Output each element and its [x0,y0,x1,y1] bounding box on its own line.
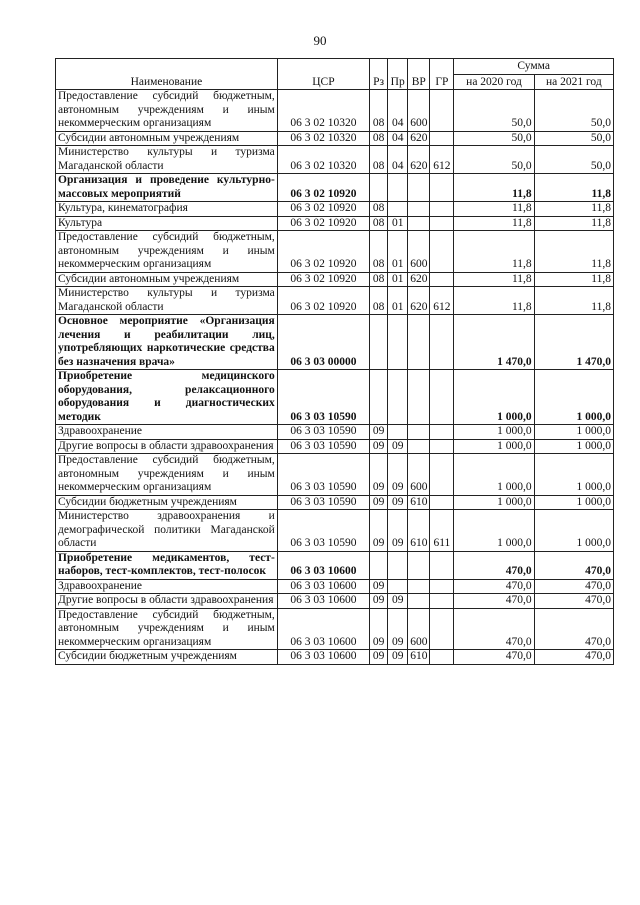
table-row [56,510,614,552]
row-vr [408,370,430,425]
row-vr: 600 [408,454,430,496]
row-csr: 06 3 02 10920 [277,174,369,202]
row-name: Основное мероприятие «Организация лечения и реабилитации лиц, употребляющих наркотические средства без назначения врача» [56,315,278,370]
row-pr [388,579,408,594]
row-name: Здравоохранение [56,579,278,594]
row-amount-2020: 1 470,0 [454,315,534,370]
row-amount-2021: 470,0 [534,650,613,665]
row-vr [408,202,430,217]
row-vr: 620 [408,287,430,315]
table-row [56,231,614,273]
row-vr: 620 [408,131,430,146]
row-name: Организация и проведение культурно-массовых мероприятий [56,174,278,202]
row-rz: 08 [370,131,388,146]
row-pr [388,551,408,579]
row-gr [430,231,454,273]
row-gr [430,131,454,146]
row-csr: 06 3 03 10590 [277,425,369,440]
table-row [56,287,614,315]
row-pr [388,202,408,217]
row-vr [408,579,430,594]
table-row [56,594,614,609]
row-csr: 06 3 02 10320 [277,90,369,132]
row-name: Приобретение медикаментов, тест-наборов, тест-комплектов, тест-полосок [56,551,278,579]
row-pr: 09 [388,650,408,665]
row-amount-2021: 470,0 [534,551,613,579]
row-vr: 620 [408,272,430,287]
row-gr: 611 [430,510,454,552]
table-row [56,454,614,496]
row-pr [388,425,408,440]
row-amount-2020: 50,0 [454,131,534,146]
row-csr: 06 3 03 10590 [277,510,369,552]
table-row [56,495,614,510]
row-csr: 06 3 03 10600 [277,594,369,609]
row-amount-2020: 11,8 [454,216,534,231]
row-amount-2020: 11,8 [454,287,534,315]
row-csr: 06 3 03 10600 [277,579,369,594]
row-gr [430,90,454,132]
row-amount-2021: 1 000,0 [534,510,613,552]
row-rz [370,551,388,579]
row-name: Другие вопросы в области здравоохранения [56,594,278,609]
row-vr: 610 [408,650,430,665]
header-vr: ВР [408,59,430,90]
row-amount-2021: 50,0 [534,90,613,132]
row-vr: 600 [408,231,430,273]
row-name: Здравоохранение [56,425,278,440]
table-row [56,216,614,231]
row-pr: 04 [388,146,408,174]
row-amount-2020: 1 000,0 [454,370,534,425]
row-amount-2021: 1 000,0 [534,370,613,425]
row-gr [430,594,454,609]
row-rz: 09 [370,495,388,510]
row-gr [430,202,454,217]
row-amount-2020: 1 000,0 [454,495,534,510]
row-pr: 09 [388,439,408,454]
row-vr [408,551,430,579]
row-amount-2020: 1 000,0 [454,439,534,454]
row-name: Субсидии бюджетным учреждениям [56,650,278,665]
row-pr: 01 [388,272,408,287]
row-name: Предоставление субсидий бюджетным, автономным учреждениям и иным некоммерческим организациям [56,231,278,273]
row-amount-2020: 1 000,0 [454,454,534,496]
row-gr [430,551,454,579]
row-gr [430,439,454,454]
row-vr: 600 [408,608,430,650]
row-amount-2020: 11,8 [454,174,534,202]
row-rz [370,370,388,425]
row-gr [430,174,454,202]
page-number: 90 [313,33,327,48]
table-row [56,370,614,425]
row-csr: 06 3 03 10600 [277,608,369,650]
row-gr [430,650,454,665]
row-rz: 09 [370,439,388,454]
row-pr [388,315,408,370]
row-pr [388,370,408,425]
table-row [56,131,614,146]
row-amount-2020: 470,0 [454,650,534,665]
row-csr: 06 3 02 10920 [277,272,369,287]
table-row [56,202,614,217]
header-rz: Рз [370,59,388,90]
row-name: Предоставление субсидий бюджетным, автономным учреждениям и иным некоммерческим организациям [56,90,278,132]
header-csr: ЦСР [277,59,369,90]
row-rz: 09 [370,510,388,552]
row-amount-2021: 470,0 [534,608,613,650]
row-pr: 04 [388,131,408,146]
row-rz: 09 [370,425,388,440]
row-amount-2020: 470,0 [454,551,534,579]
row-name: Министерство здравоохранения и демографической политики Магаданской области [56,510,278,552]
row-pr: 09 [388,510,408,552]
row-amount-2021: 1 470,0 [534,315,613,370]
row-rz: 09 [370,650,388,665]
row-csr: 06 3 02 10920 [277,216,369,231]
row-amount-2021: 470,0 [534,579,613,594]
row-csr: 06 3 02 10320 [277,131,369,146]
header-row-1 [56,59,614,75]
row-rz: 09 [370,594,388,609]
row-csr: 06 3 02 10920 [277,231,369,273]
row-csr: 06 3 03 10600 [277,650,369,665]
row-rz: 08 [370,90,388,132]
row-gr [430,216,454,231]
table-row [56,425,614,440]
row-pr: 09 [388,608,408,650]
row-name: Министерство культуры и туризма Магаданской области [56,287,278,315]
row-amount-2020: 1 000,0 [454,510,534,552]
row-name: Приобретение медицинского оборудования, релаксационного оборудования и диагностических методик [56,370,278,425]
row-amount-2021: 11,8 [534,174,613,202]
row-amount-2020: 50,0 [454,90,534,132]
row-rz [370,174,388,202]
row-gr [430,495,454,510]
row-gr: 612 [430,146,454,174]
row-pr: 09 [388,594,408,609]
table-row [56,579,614,594]
row-rz [370,315,388,370]
row-csr: 06 3 02 10920 [277,287,369,315]
row-amount-2020: 11,8 [454,231,534,273]
table-row [56,551,614,579]
table-row [56,315,614,370]
row-name: Субсидии автономным учреждениям [56,272,278,287]
row-rz: 08 [370,146,388,174]
row-rz: 08 [370,287,388,315]
row-amount-2021: 470,0 [534,594,613,609]
row-name: Министерство культуры и туризма Магаданской области [56,146,278,174]
row-vr [408,174,430,202]
row-amount-2021: 11,8 [534,231,613,273]
row-amount-2021: 1 000,0 [534,425,613,440]
row-amount-2021: 50,0 [534,131,613,146]
row-name: Предоставление субсидий бюджетным, автономным учреждениям и иным некоммерческим организациям [56,608,278,650]
row-gr [430,454,454,496]
row-name: Культура [56,216,278,231]
row-amount-2021: 1 000,0 [534,439,613,454]
row-amount-2021: 11,8 [534,202,613,217]
row-pr: 01 [388,216,408,231]
row-amount-2020: 470,0 [454,579,534,594]
row-name: Культура, кинематография [56,202,278,217]
row-gr [430,608,454,650]
row-rz: 09 [370,454,388,496]
row-gr [430,579,454,594]
row-csr: 06 3 03 00000 [277,315,369,370]
header-pr: Пр [388,59,408,90]
row-name: Субсидии автономным учреждениям [56,131,278,146]
row-rz: 08 [370,216,388,231]
row-csr: 06 3 03 10590 [277,454,369,496]
row-csr: 06 3 03 10590 [277,439,369,454]
row-pr: 01 [388,287,408,315]
row-pr [388,174,408,202]
row-vr [408,439,430,454]
row-rz: 09 [370,608,388,650]
table-row [56,272,614,287]
header-year-2020: на 2020 год [454,74,534,90]
row-name: Другие вопросы в области здравоохранения [56,439,278,454]
row-pr: 04 [388,90,408,132]
row-name: Субсидии бюджетным учреждениям [56,495,278,510]
table-body [56,90,614,665]
row-csr: 06 3 02 10920 [277,202,369,217]
budget-table [55,58,614,665]
row-name: Предоставление субсидий бюджетным, автономным учреждениям и иным некоммерческим организациям [56,454,278,496]
table-row [56,650,614,665]
row-amount-2021: 11,8 [534,272,613,287]
row-gr [430,425,454,440]
row-amount-2021: 1 000,0 [534,495,613,510]
row-vr [408,425,430,440]
row-rz: 08 [370,272,388,287]
row-amount-2021: 11,8 [534,287,613,315]
row-vr: 600 [408,90,430,132]
row-pr: 01 [388,231,408,273]
row-amount-2021: 50,0 [534,146,613,174]
row-gr [430,370,454,425]
row-gr [430,272,454,287]
row-vr: 610 [408,495,430,510]
row-csr: 06 3 03 10600 [277,551,369,579]
row-amount-2020: 50,0 [454,146,534,174]
row-amount-2021: 11,8 [534,216,613,231]
row-amount-2020: 1 000,0 [454,425,534,440]
row-csr: 06 3 02 10320 [277,146,369,174]
row-rz: 09 [370,579,388,594]
row-vr: 610 [408,510,430,552]
header-gr: ГР [430,59,454,90]
row-amount-2020: 470,0 [454,594,534,609]
table-row [56,439,614,454]
row-amount-2020: 11,8 [454,202,534,217]
row-vr [408,216,430,231]
header-sum: Сумма [454,59,614,75]
table-row [56,90,614,132]
row-rz: 08 [370,231,388,273]
row-pr: 09 [388,454,408,496]
table-row [56,146,614,174]
row-csr: 06 3 03 10590 [277,495,369,510]
row-csr: 06 3 03 10590 [277,370,369,425]
row-amount-2020: 470,0 [454,608,534,650]
table-row [56,608,614,650]
row-pr: 09 [388,495,408,510]
row-gr: 612 [430,287,454,315]
row-vr [408,594,430,609]
header-year-2021: на 2021 год [534,74,613,90]
row-amount-2020: 11,8 [454,272,534,287]
row-rz: 08 [370,202,388,217]
table-row [56,174,614,202]
row-amount-2021: 1 000,0 [534,454,613,496]
row-vr [408,315,430,370]
header-name: Наименование [56,59,278,90]
row-gr [430,315,454,370]
row-vr: 620 [408,146,430,174]
